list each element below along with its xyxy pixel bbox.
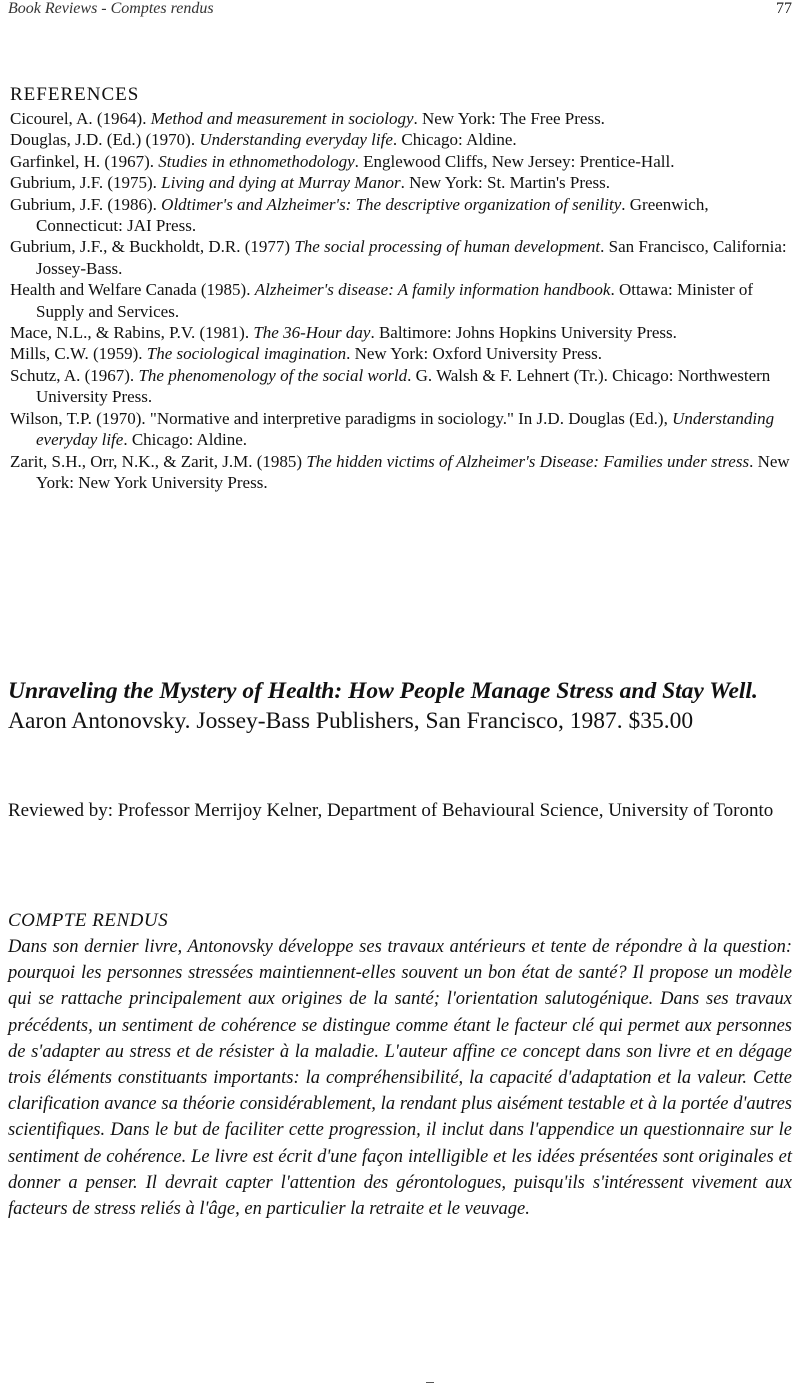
reviewer-line: Reviewed by: Professor Merrijoy Kelner, Department of Behavioural Science, University of Toronto <box>8 800 774 821</box>
reference-list <box>10 108 790 493</box>
book-details: Aaron Antonovsky. Jossey-Bass Publishers, San Francisco, 1987. $35.00 <box>8 708 694 734</box>
reference-item: Gubrium, J.F. (1975). Living and dying at Murray Manor. New York: St. Martin's Press. <box>10 173 611 193</box>
review-book-citation <box>8 676 792 736</box>
references-heading: REFERENCES <box>10 84 140 105</box>
references-section <box>10 84 790 493</box>
reference-item: Mace, N.L., & Rabins, P.V. (1981). The 36-Hour day. Baltimore: Johns Hopkins University Press. <box>10 323 677 343</box>
book-title: Unraveling the Mystery of Health: How People Manage Stress and Stay Well. <box>8 678 758 704</box>
compte-rendus-body: Dans son dernier livre, Antonovsky développe ses travaux antérieurs et tente de répondre à la question: pourquoi les personnes stressées maintiennent-elles souvent un bon état de santé? Il propose un modèle qui se rattache principalement aux origines de la santé; l'orientation salutogénique. Dans ses travaux précédents, un sentiment de cohérence se distingue comme étant le facteur clé qui permet aux personnes de s'adapter au stress et de résister à la maladie. L'auteur affine ce concept dans son livre et en dégage trois éléments constituants importants: la compréhensibilité, la capacité d'adaptation et la valeur. Cette clarification avance sa théorie considérablement, la rendant plus aisément testable et à la portée d'autres scientifiques. Dans le but de faciliter cette progression, il inclut dans l'appendice un questionnaire sur le sentiment de cohérence. Le livre est écrit d'une façon intelligible et les idées présentées sont originales et donner a penser. Il devrait capter l'attention des gérontologues, puisqu'ils s'intéressent vivement aux facteurs de stress reliés à l'âge, en particulier la retraite et le veuvage. <box>8 937 792 1220</box>
page-mark <box>426 1382 434 1383</box>
reference-item: Health and Welfare Canada (1985). Alzheimer's disease: A family information handbook. Ottawa: Minister of Supply and Services. <box>10 280 754 321</box>
compte-rendus-heading: COMPTE RENDUS <box>8 910 169 931</box>
reference-item: Wilson, T.P. (1970). "Normative and interpretive paradigms in sociology." In J.D. Douglas (Ed.), Understanding everyday life. Chicago: Aldine. <box>10 408 775 450</box>
running-head-title: Book Reviews - Comptes rendus <box>8 0 214 17</box>
reference-item: Gubrium, J.F. (1986). Oldtimer's and Alzheimer's: The descriptive organization of senility. Greenwich, Connecticut: JAI Press. <box>10 194 709 236</box>
running-head <box>8 0 792 22</box>
reference-item: Garfinkel, H. (1967). Studies in ethnomethodology. Englewood Cliffs, New Jersey: Prentice-Hall. <box>10 151 675 171</box>
reference-item: Douglas, J.D. (Ed.) (1970). Understanding everyday life. Chicago: Aldine. <box>10 130 517 150</box>
page-number: 77 <box>776 0 792 17</box>
reference-item: Zarit, S.H., Orr, N.K., & Zarit, J.M. (1985) The hidden victims of Alzheimer's Disease: Families under stress. New York: New York University Press. <box>10 451 790 492</box>
reference-item: Cicourel, A. (1964). Method and measurement in sociology. New York: The Free Press. <box>10 109 605 128</box>
reference-item: Gubrium, J.F., & Buckholdt, D.R. (1977) The social processing of human development. San Francisco, California: Jossey-Bass. <box>10 237 787 278</box>
reference-item: Schutz, A. (1967). The phenomenology of the social world. G. Walsh & F. Lehnert (Tr.). Chicago: Northwestern University Press. <box>10 365 771 407</box>
reference-item: Mills, C.W. (1959). The sociological imagination. New York: Oxford University Press. <box>10 344 603 364</box>
